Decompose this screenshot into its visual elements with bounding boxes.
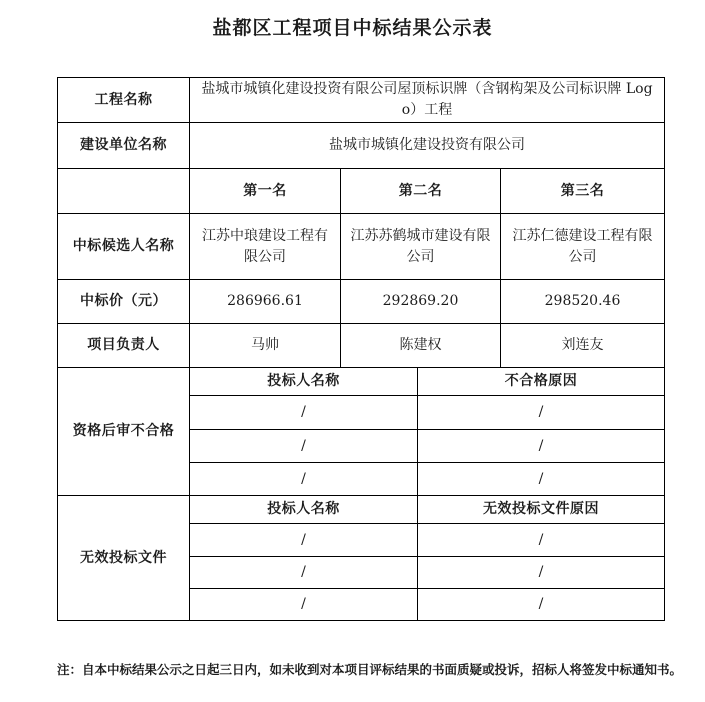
invalid-bidder-header: 投标人名称 [190,496,418,524]
qual-section-label: 资格后审不合格 [58,368,190,496]
invalid-section-label: 无效投标文件 [58,496,190,621]
rank-row-empty-label [58,169,190,214]
rank-first-header: 第一名 [190,169,341,214]
invalid-bidder-cell: / [190,589,418,621]
bid-result-table [57,77,665,621]
table-row [58,78,665,123]
price-second: 292869.20 [341,280,501,324]
qual-bidder-cell: / [190,430,418,463]
rank-header-row [58,169,665,214]
project-name-label: 工程名称 [58,78,190,123]
candidate-third: 江苏仁德建设工程有限公司 [501,214,665,280]
qual-bidder-cell: / [190,396,418,430]
invalid-reason-cell: / [418,524,665,557]
invalid-bidder-cell: / [190,524,418,557]
manager-first: 马帅 [190,324,341,368]
price-label: 中标价（元） [58,280,190,324]
qual-reason-header: 不合格原因 [418,368,665,396]
footer-note: 注：自本中标结果公示之日起三日内，如未收到对本项目评标结果的书面质疑或投诉，招标人将签发中标通知书。 [57,662,683,677]
rank-third-header: 第三名 [501,169,665,214]
invalid-reason-cell: / [418,589,665,621]
manager-third: 刘连友 [501,324,665,368]
invalid-reason-cell: / [418,557,665,589]
candidates-label: 中标候选人名称 [58,214,190,280]
project-name-value: 盐城市城镇化建设投资有限公司屋顶标识牌（含钢构架及公司标识牌 Logo）工程 [190,78,665,123]
candidates-row [58,214,665,280]
qual-bidder-header: 投标人名称 [190,368,418,396]
price-third: 298520.46 [501,280,665,324]
qual-reason-cell: / [418,463,665,496]
candidate-first: 江苏中琅建设工程有限公司 [190,214,341,280]
invalid-bidder-cell: / [190,557,418,589]
qual-reason-cell: / [418,430,665,463]
manager-second: 陈建权 [341,324,501,368]
managers-row [58,324,665,368]
candidate-second: 江苏苏鹤城市建设有限公司 [341,214,501,280]
owner-label: 建设单位名称 [58,123,190,169]
rank-second-header: 第二名 [341,169,501,214]
qual-bidder-cell: / [190,463,418,496]
owner-value: 盐城市城镇化建设投资有限公司 [190,123,665,169]
qual-reason-cell: / [418,396,665,430]
invalid-header-row [58,496,665,524]
page-title: 盐都区工程项目中标结果公示表 [212,17,493,39]
prices-row [58,280,665,324]
table-row [58,123,665,169]
invalid-reason-header: 无效投标文件原因 [418,496,665,524]
price-first: 286966.61 [190,280,341,324]
qual-header-row [58,368,665,396]
manager-label: 项目负责人 [58,324,190,368]
